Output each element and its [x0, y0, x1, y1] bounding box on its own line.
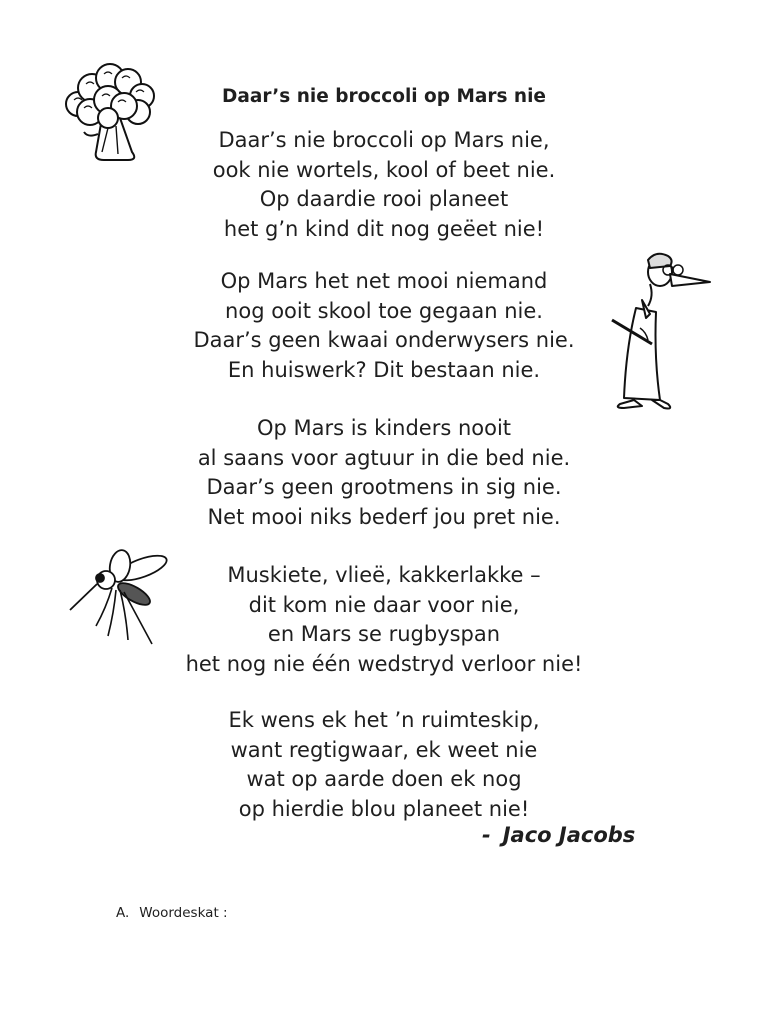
poem-line: dit kom nie daar voor nie, [248, 592, 520, 617]
author-name: Jaco Jacobs [502, 823, 636, 847]
poem-line: Muskiete, vlieë, kakkerlakke – [227, 563, 541, 587]
poem-line: Daar’s geen grootmens in sig nie. [206, 475, 562, 499]
poem-author [482, 823, 635, 847]
poem-line: op hierdie blou planeet nie! [238, 796, 530, 821]
poem-line: Op daardie rooi planeet [259, 187, 509, 211]
poem-line: al saans voor agtuur in die bed nie. [197, 445, 571, 470]
poem-stanza-4 [0, 561, 768, 679]
poem-line: wat op aarde doen ek nog [246, 767, 522, 791]
author-dash: - [482, 823, 491, 847]
poem-line: nog ooit skool toe gegaan nie. [225, 298, 543, 323]
poem-line: Daar’s nie broccoli op Mars nie, [218, 128, 550, 152]
poem-line: Op Mars het net mooi niemand [220, 269, 548, 293]
poem-line: Daar’s geen kwaai onderwysers nie. [193, 328, 575, 352]
section-heading [116, 905, 228, 921]
poem-line: het nog nie één wedstryd verloor nie! [185, 651, 583, 676]
poem-line: En huiswerk? Dit bestaan nie. [227, 357, 541, 382]
poem-stanza-1 [0, 126, 768, 244]
section-number: A. [116, 905, 130, 921]
poem-line: ook nie wortels, kool of beet nie. [212, 157, 556, 182]
poem-stanza-2 [0, 267, 768, 385]
section-label: Woordeskat : [139, 905, 228, 921]
poem-line: en Mars se rugbyspan [267, 622, 501, 646]
poem-line: want regtigwaar, ek weet nie [230, 737, 538, 762]
poem-line: Net mooi niks bederf jou pret nie. [207, 504, 561, 529]
poem-title: Daar’s nie broccoli op Mars nie [222, 86, 546, 107]
poem-line: Op Mars is kinders nooit [256, 416, 512, 440]
poem-stanza-5 [0, 706, 768, 824]
poem-line: Ek wens ek het ’n ruimteskip, [228, 708, 540, 732]
poem-stanza-3 [0, 414, 768, 532]
poem-line: het g’n kind dit nog geëet nie! [223, 216, 545, 241]
